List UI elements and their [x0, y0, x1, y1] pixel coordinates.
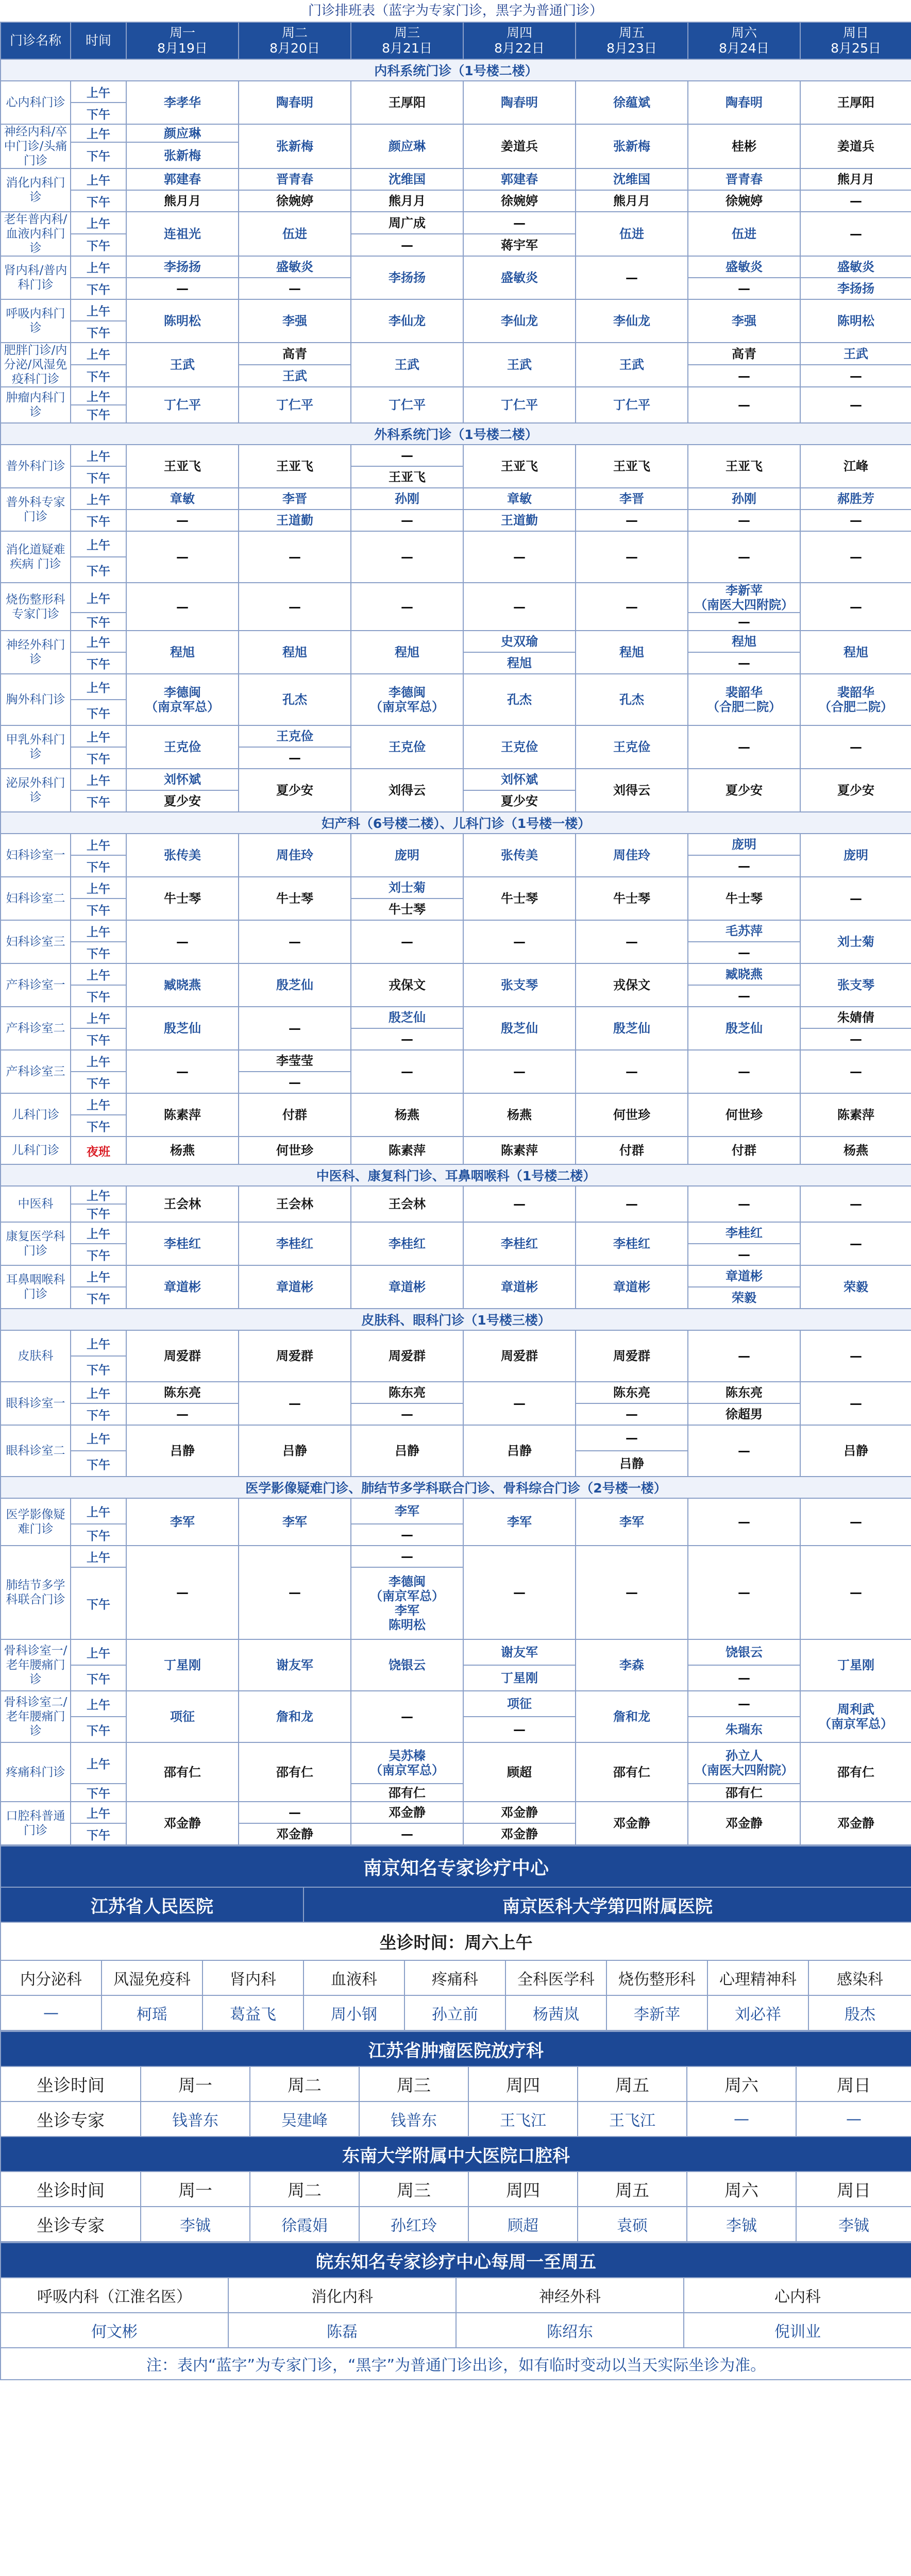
table-row: — — [1, 1524, 911, 1546]
table-row: 康复医学科门诊 上午 李桂红 李桂红 李桂红 李桂红 李桂红 李桂红 — — [1, 1222, 911, 1244]
table-row: 下午 王亚飞 — [1, 466, 911, 488]
table-row: 疼痛科门诊 上午 邵有仁 邵有仁 吴苏榛 （南京军总） 顾超 邵有仁 孙立人 （南医大四附院） 邵有仁 — [1, 1742, 911, 1784]
table-row: 下午 — — [1, 942, 911, 963]
table-row: 下午 — — — [1, 1028, 911, 1050]
header-day-sun: 周日 8月25日 — [800, 22, 911, 59]
header-day-wed: 周三 8月21日 — [351, 22, 463, 59]
section-row: 中医科、康复科门诊、耳鼻咽喉科（1号楼二楼） — [1, 1164, 911, 1186]
table-row: 妇科诊室三 上午 — — — — — 毛苏萍 刘士菊 — [1, 920, 911, 942]
table-row: 神经内科/卒中门诊/头痛门诊 上午 颜应琳 张新梅 颜应琳 姜道兵 张新梅 桂彬 姜道兵 — [1, 124, 911, 142]
table-row: 下午 — [1, 700, 911, 725]
header-time: 时间 — [71, 22, 126, 59]
table-row: 老年普内科/血液内科门诊 上午 连祖光 伍进 周广成 — 伍进 伍进 — — [1, 212, 911, 234]
dental-docs-row: 坐诊专家 李铖 徐霞娟 孙红玲 顾超 袁硕 李铖 李铖 — [1, 2207, 911, 2242]
table-row: 肿瘤内科门诊 上午 丁仁平 丁仁平 丁仁平 丁仁平 丁仁平 — — — [1, 387, 911, 405]
expert-time-label: 坐诊时间：周六上午 — [1, 1922, 911, 1960]
table-row: 普外科门诊 上午 王亚飞 王亚飞 — 王亚飞 王亚飞 王亚飞 江峰 — [1, 445, 911, 466]
table-row: 眼科诊室一 上午 陈东亮 — 陈东亮 — 陈东亮 陈东亮 — — [1, 1382, 911, 1403]
table-row: 肥胖门诊/内分泌/风湿免疫科门诊 上午 王武 高青 王武 王武 王武 高青 王武 — [1, 343, 911, 365]
table-row: 妇科诊室二 上午 牛士琴 牛士琴 刘士菊 牛士琴 牛士琴 牛士琴 — — [1, 877, 911, 899]
table-row: 产科诊室二 上午 殷芝仙 — 殷芝仙 殷芝仙 殷芝仙 殷芝仙 朱婧倩 — [1, 1007, 911, 1028]
hospital-1: 江苏省人民医院 — [1, 1887, 303, 1922]
table-row: 产科诊室一 上午 臧晓燕 殷芝仙 戎保文 张支琴 戎保文 臧晓燕 张支琴 — [1, 963, 911, 985]
table-row: 下午 — [1, 1204, 911, 1222]
table-row: 下午 牛士琴 — [1, 899, 911, 920]
table-row: 下午 — 朱瑞东 — [1, 1717, 911, 1742]
table-row: 产科诊室三 上午 — 李莹莹 — — — — — — [1, 1050, 911, 1072]
table-row: 下午 — — — 徐超男 — [1, 1403, 911, 1425]
section-row: 内科系统门诊（1号楼二楼） — [1, 59, 911, 81]
table-row: 下午 吕静 — [1, 1451, 911, 1477]
wandong-title-row — [1, 2243, 911, 2278]
table-row: 肺结节多学科联合门诊 上午 — — — — — — — — [1, 1546, 911, 1567]
table-row: 妇科诊室一 上午 张传美 周佳玲 庞明 张传美 周佳玲 庞明 庞明 — [1, 834, 911, 855]
section-row: 外科系统门诊（1号楼二楼） — [1, 423, 911, 445]
hospital-2: 南京医科大学第四附属医院 — [303, 1887, 911, 1922]
wandong-doc-row: 何文彬 陈磊 陈绍东 倪训业 — [1, 2313, 911, 2348]
tumor-days-row: 坐诊时间 周一 周二 周三 周四 周五 周六 周日 — [1, 2066, 911, 2102]
table-row: 心内科门诊 上午 李孝华 陶春明 王厚阳 陶春明 徐蕴斌 陶春明 王厚阳 — [1, 81, 911, 103]
table-row: 烧伤整形科专家门诊 上午 — — — — — 李新苹 （南医大四附院） — — [1, 583, 911, 613]
table-row: 下午 — — [1, 747, 911, 769]
tumor-docs-row: 坐诊专家 钱普东 吴建峰 钱普东 王飞江 王飞江 — — — [1, 2102, 911, 2137]
wandong-table — [0, 2242, 911, 2380]
table-row: 下午 — 王道勤 — 王道勤 — — — — [1, 510, 911, 531]
tumor-title: 江苏省肿瘤医院放疗科 — [1, 2031, 911, 2066]
schedule-table: 门诊名称 时间 周一 8月19日 周二 8月20日 周三 8月21日 周四 8月22日 周五 8月23日 周六 8月24日 周日 8月25日 内科系统门诊（1号楼二楼） 心内科门诊 上午 李孝华 陶春明 王厚阳 陶春明 徐蕴斌 陶春明 王厚阳 下午 神经内科/卒中门诊/头痛门诊 上午 颜应琳 张新梅 颜应琳 姜道兵 张新梅 桂彬 姜道兵 下午 张新梅 消化内科门诊 上午 郭建春 晋青春 沈维国 郭建春 沈维国 晋青春 熊月月 下午 熊月月 徐婉婷 熊月月 徐婉婷 熊月月 徐婉婷 — 老年普内科/血液内科门诊 上午 连祖光 伍进 周广成 — 伍进 伍进 — 下午 — 蒋宇军 肾内科/普内科门诊 上午 李扬扬 盛敏炎 李扬扬 盛敏炎 — 盛敏炎 盛敏炎 下午 — — — 李扬扬 呼吸内科门诊 上午 陈明松 李强 李仙龙 李仙龙 李仙龙 李强 陈明松 下午 肥胖门诊/内分泌/风湿免疫科门诊 上午 王武 高青 王武 王武 王武 高青 王武 下午 王武 — — 肿瘤内科门诊 上午 丁仁平 丁仁平 丁仁平 丁仁平 丁仁平 — — 下午 外科系统门诊（1号楼二楼） 普外科门诊 上午 王亚飞 王亚飞 — 王亚飞 王亚飞 王亚飞 江峰 下午 王亚飞 普外科专家门诊 上午 章敏 李晋 孙刚 章敏 李晋 孙刚 郝胜芳 下午 — 王道勤 — 王道勤 — — — 消化道疑难疾病 门诊 上午 — — — — — — — 下午 烧伤整形科专家门诊 上午 — — — — — 李新苹 （南医大四附院） — 下午 — 神经外科门诊 上午 程旭 程旭 程旭 史双瑜 程旭 程旭 程旭 下午 程旭 — 胸外科门诊 上午 李德闽 （南京军总） 孔杰 李德闽 （南京军总） 孔杰 孔杰 裴韶华 （合肥二院） 裴韶华 （合肥二院） 下午 甲乳外科门诊 上午 王克俭 王克俭 王克俭 王克俭 王克俭 — — 下午 — 泌尿外科门诊 上午 刘怀斌 夏少安 刘得云 刘怀斌 刘得云 夏少安 夏少安 下午 夏少安 夏少安 妇产科（6号楼二楼）、儿科门诊（1号楼一楼） 妇科诊室一 上午 张传美 周佳玲 庞明 张传美 周佳玲 庞明 庞明 下午 — 妇科诊室二 上午 牛士琴 牛士琴 刘士菊 牛士琴 牛士琴 牛士琴 — 下午 牛士琴 妇科诊室三 上午 — — — — — 毛苏萍 刘士菊 下午 — 产科诊室一 上午 臧晓燕 殷芝仙 戎保文 张支琴 戎保文 臧晓燕 张支琴 下午 — 产科诊室二 上午 殷芝仙 — 殷芝仙 殷芝仙 殷芝仙 殷芝仙 朱婧倩 下午 — — 产科诊室三 上午 — 李莹莹 — — — — — 下午 — 儿科门诊 上午 陈素萍 付群 杨燕 杨燕 何世珍 何世珍 陈素萍 下午 儿科门诊 夜班 杨燕 何世珍 陈素萍 陈素萍 付群 付群 杨燕 中医科、康复科门诊、耳鼻咽喉科（1号楼二楼） 中医科 上午 王会林 王会林 王会林 — — — — 下午 康复医学科门诊 上午 李桂红 李桂红 李桂红 李桂红 李桂红 李桂红 — 下午 — 耳鼻咽喉科门诊 上午 章道彬 章道彬 章道彬 章道彬 章道彬 章道彬 荣毅 下午 荣毅 皮肤科、眼科门诊（1号楼三楼） 皮肤科 上午 周爱群 周爱群 周爱群 周爱群 周爱群 — — 下午 眼科诊室一 上午 陈东亮 — 陈东亮 — 陈东亮 陈东亮 — 下午 — — — 徐超男 眼科诊室二 上午 吕静 吕静 吕静 吕静 — — 吕静 下午 吕静 医学影像疑难门诊、肺结节多学科联合门诊、骨科综合门诊（2号楼一楼） 医学影像疑难门诊 上午 李军 李军 李军 李军 李军 — — 下午 — 肺结节多学科联合门诊 上午 — — — — — — — 下午 李德闽 （南京军总） 李军 陈明松 骨科诊室一/老年腰痛门诊 上午 丁星刚 谢友军 饶银云 谢友军 李森 饶银云 丁星刚 下午 丁星刚 — 骨科诊室二/老年腰痛门诊 上午 项征 詹和龙 — 项征 詹和龙 — 周利武 （南京军总） 下午 — 朱瑞东 疼痛科门诊 上午 邵有仁 邵有仁 吴苏榛 （南京军总） 顾超 邵有仁 孙立人 （南医大四附院） 邵有仁 下午 邵有仁 邵有仁 口腔科普通门诊 上午 邓金静 — 邓金静 邓金静 邓金静 邓金静 邓金静 下午 邓金静 — 邓金静 — [0, 22, 911, 1845]
table-row: 儿科门诊 上午 陈素萍 付群 杨燕 杨燕 何世珍 何世珍 陈素萍 — [1, 1093, 911, 1115]
table-row: 泌尿外科门诊 上午 刘怀斌 夏少安 刘得云 刘怀斌 刘得云 夏少安 夏少安 — [1, 769, 911, 790]
table-row: 胸外科门诊 上午 李德闽 （南京军总） 孔杰 李德闽 （南京军总） 孔杰 孔杰 裴韶华 （合肥二院） 裴韶华 （合肥二院） — [1, 674, 911, 700]
header-day-mon: 周一 8月19日 — [126, 22, 239, 59]
table-row: 下午 程旭 — — [1, 652, 911, 674]
table-row: 神经外科门诊 上午 程旭 程旭 程旭 史双瑜 程旭 程旭 程旭 — [1, 631, 911, 652]
table-row: 下午 丁星刚 — — [1, 1665, 911, 1691]
table-row: 呼吸内科门诊 上午 陈明松 李强 李仙龙 李仙龙 李仙龙 李强 陈明松 — [1, 299, 911, 321]
table-row: 下午 — — [1, 613, 911, 631]
table-row: 儿科门诊 夜班 杨燕 何世珍 陈素萍 陈素萍 付群 付群 杨燕 — [1, 1137, 911, 1164]
table-row: 普外科专家门诊 上午 章敏 李晋 孙刚 章敏 李晋 孙刚 郝胜芳 — [1, 488, 911, 510]
section-row: 医学影像疑难门诊、肺结节多学科联合门诊、骨科综合门诊（2号楼一楼） — [1, 1477, 911, 1498]
table-row: 下午 — 蒋宇军 — [1, 234, 911, 256]
table-row: 骨科诊室二/老年腰痛门诊 上午 项征 詹和龙 — 项征 詹和龙 — 周利武 （南京军总） — [1, 1691, 911, 1717]
table-row: 下午 — [1, 321, 911, 343]
table-row: 肾内科/普内科门诊 上午 李扬扬 盛敏炎 李扬扬 盛敏炎 — 盛敏炎 盛敏炎 — [1, 256, 911, 278]
table-row: 下午 荣毅 — [1, 1287, 911, 1309]
table-row: 耳鼻咽喉科门诊 上午 章道彬 章道彬 章道彬 章道彬 章道彬 章道彬 荣毅 — [1, 1265, 911, 1287]
expert-banner: 南京知名专家诊疗中心 — [1, 1846, 911, 1887]
table-row: 下午 — [1, 103, 911, 124]
table-row: 下午 邵有仁 邵有仁 — [1, 1784, 911, 1802]
table-row: 下午 — [1, 1356, 911, 1382]
expert-banner-row — [1, 1846, 911, 1887]
note-row — [1, 2348, 911, 2380]
table-row: 下午 李德闽 （南京军总） 李军 陈明松 — [1, 1567, 911, 1639]
footer-note: 注：表内“蓝字”为专家门诊，“黑字”为普通门诊出诊，如有临时变动以当天实际坐诊为准。 — [1, 2348, 911, 2380]
expert-table — [0, 1845, 911, 2031]
table-row: 下午 邓金静 — 邓金静 — [1, 1823, 911, 1845]
dental-title: 东南大学附属中大医院口腔科 — [1, 2137, 911, 2172]
header-day-fri: 周五 8月23日 — [576, 22, 688, 59]
table-row: 眼科诊室二 上午 吕静 吕静 吕静 吕静 — — 吕静 — [1, 1425, 911, 1451]
hospital-row — [1, 1887, 911, 1922]
table-row: 消化道疑难疾病 门诊 上午 — — — — — — — — [1, 531, 911, 557]
table-row: 下午 — — [1, 855, 911, 877]
table-row: 下午 熊月月 徐婉婷 熊月月 徐婉婷 熊月月 徐婉婷 — — [1, 190, 911, 212]
wandong-dept-row: 呼吸内科（江淮名医） 消化内科 神经外科 心内科 — [1, 2278, 911, 2313]
page-title: 门诊排班表（蓝字为专家门诊，黑字为普通门诊） — [308, 3, 603, 19]
table-row: 下午 — [1, 557, 911, 583]
dental-title-row — [1, 2137, 911, 2172]
header-day-sat: 周六 8月24日 — [688, 22, 800, 59]
table-row: 骨科诊室一/老年腰痛门诊 上午 丁星刚 谢友军 饶银云 谢友军 李森 饶银云 丁星刚 — [1, 1639, 911, 1665]
table-row: 下午 王武 — — — [1, 365, 911, 387]
table-row: 下午 — [1, 405, 911, 423]
table-row: 医学影像疑难门诊 上午 李军 李军 李军 李军 李军 — — — [1, 1498, 911, 1524]
table-row: 下午 — — — 李扬扬 — [1, 278, 911, 299]
table-row: 下午 — — [1, 1244, 911, 1265]
section-row: 妇产科（6号楼二楼）、儿科门诊（1号楼一楼） — [1, 812, 911, 834]
expert-dept-row: 内分泌科 风湿免疫科 肾内科 血液科 疼痛科 全科医学科 烧伤整形科 心理精神科 感染科 — [1, 1960, 911, 1995]
table-row: 下午 — [1, 1115, 911, 1137]
table-row: 下午 — — [1, 985, 911, 1007]
header-row — [1, 22, 911, 59]
header-day-tue: 周二 8月20日 — [239, 22, 351, 59]
table-row: 下午 张新梅 — [1, 142, 911, 150]
table-row: 下午 夏少安 夏少安 — [1, 790, 911, 812]
wandong-title: 皖东知名专家诊疗中心每周一至周五 — [1, 2243, 911, 2278]
tumor-title-row — [1, 2031, 911, 2066]
tumor-table — [0, 2031, 911, 2242]
expert-doc-row: — 柯瑶 葛益飞 周小钢 孙立前 杨茜岚 李新苹 刘必祥 殷杰 — [1, 1995, 911, 2030]
table-row: 口腔科普通门诊 上午 邓金静 — 邓金静 邓金静 邓金静 邓金静 邓金静 — [1, 1802, 911, 1823]
table-row: 下午 — — [1, 1072, 911, 1093]
table-row: 中医科 上午 王会林 王会林 王会林 — — — — — [1, 1186, 911, 1204]
table-row: 皮肤科 上午 周爱群 周爱群 周爱群 周爱群 周爱群 — — — [1, 1330, 911, 1356]
dental-days-row: 坐诊时间 周一 周二 周三 周四 周五 周六 周日 — [1, 2172, 911, 2207]
header-dept: 门诊名称 — [1, 22, 71, 59]
table-row: 消化内科门诊 上午 郭建春 晋青春 沈维国 郭建春 沈维国 晋青春 熊月月 — [1, 168, 911, 190]
expert-time-row — [1, 1922, 911, 1960]
table-row: 甲乳外科门诊 上午 王克俭 王克俭 王克俭 王克俭 王克俭 — — — [1, 725, 911, 747]
section-row: 皮肤科、眼科门诊（1号楼三楼） — [1, 1309, 911, 1330]
header-day-thu: 周四 8月22日 — [463, 22, 576, 59]
